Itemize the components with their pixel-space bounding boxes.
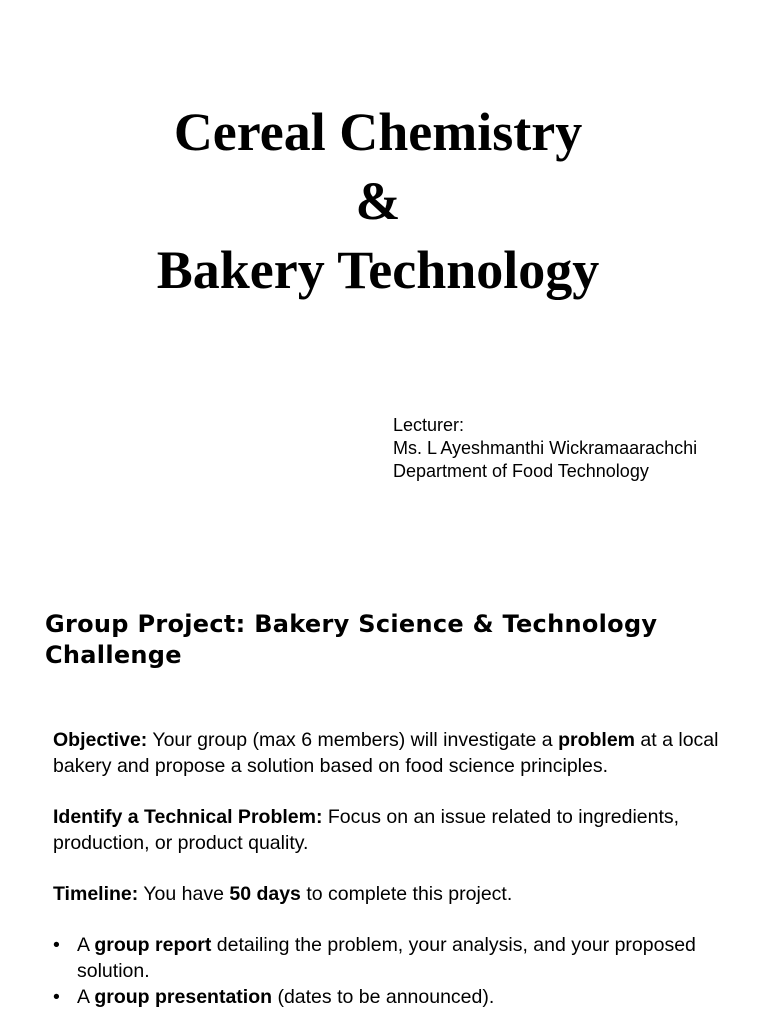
identify-label: Identify a Technical Problem: <box>53 806 323 828</box>
lecturer-info <box>393 414 697 483</box>
title-line-3: Bakery Technology <box>156 240 600 300</box>
page-title <box>0 98 756 305</box>
bullet-icon: • <box>53 934 60 956</box>
objective-text-after: at a local bakery and propose a solution based on food science principles. <box>53 729 719 777</box>
timeline-label: Timeline: <box>53 883 139 905</box>
identify-paragraph <box>53 804 723 856</box>
deliverables-list <box>53 932 723 1010</box>
timeline-paragraph <box>53 881 723 907</box>
timeline-emphasis: 50 days <box>229 883 301 905</box>
objective-emphasis: problem <box>558 729 636 751</box>
deliverable-emphasis: group presentation <box>94 986 273 1008</box>
project-heading: Group Project: Bakery Science & Technology Challenge <box>45 610 658 669</box>
objective-text-before: Your group (max 6 members) will investigate a <box>147 729 559 751</box>
deliverable-prefix: A <box>77 934 95 956</box>
deliverable-emphasis: group report <box>94 934 212 956</box>
identify-text: Focus on an issue related to ingredients, production, or product quality. <box>53 806 680 854</box>
project-body <box>53 727 723 1010</box>
title-ampersand: & <box>355 171 401 231</box>
deliverable-prefix: A <box>77 986 95 1008</box>
lecturer-department: Department of Food Technology <box>393 461 649 481</box>
list-item <box>53 932 723 984</box>
title-line-1: Cereal Chemistry <box>173 102 583 162</box>
lecturer-label: Lecturer: <box>393 415 465 435</box>
timeline-text-after: to complete this project. <box>300 883 513 905</box>
timeline-text-before: You have <box>138 883 230 905</box>
lecturer-name: Ms. L Ayeshmanthi Wickramaarachchi <box>393 438 698 458</box>
deliverable-suffix: detailing the problem, your analysis, and your proposed solution. <box>77 934 696 982</box>
list-item <box>53 984 723 1010</box>
bullet-icon: • <box>53 986 60 1008</box>
objective-label: Objective: <box>53 729 148 751</box>
objective-paragraph <box>53 727 723 779</box>
deliverable-suffix: (dates to be announced). <box>272 986 495 1008</box>
